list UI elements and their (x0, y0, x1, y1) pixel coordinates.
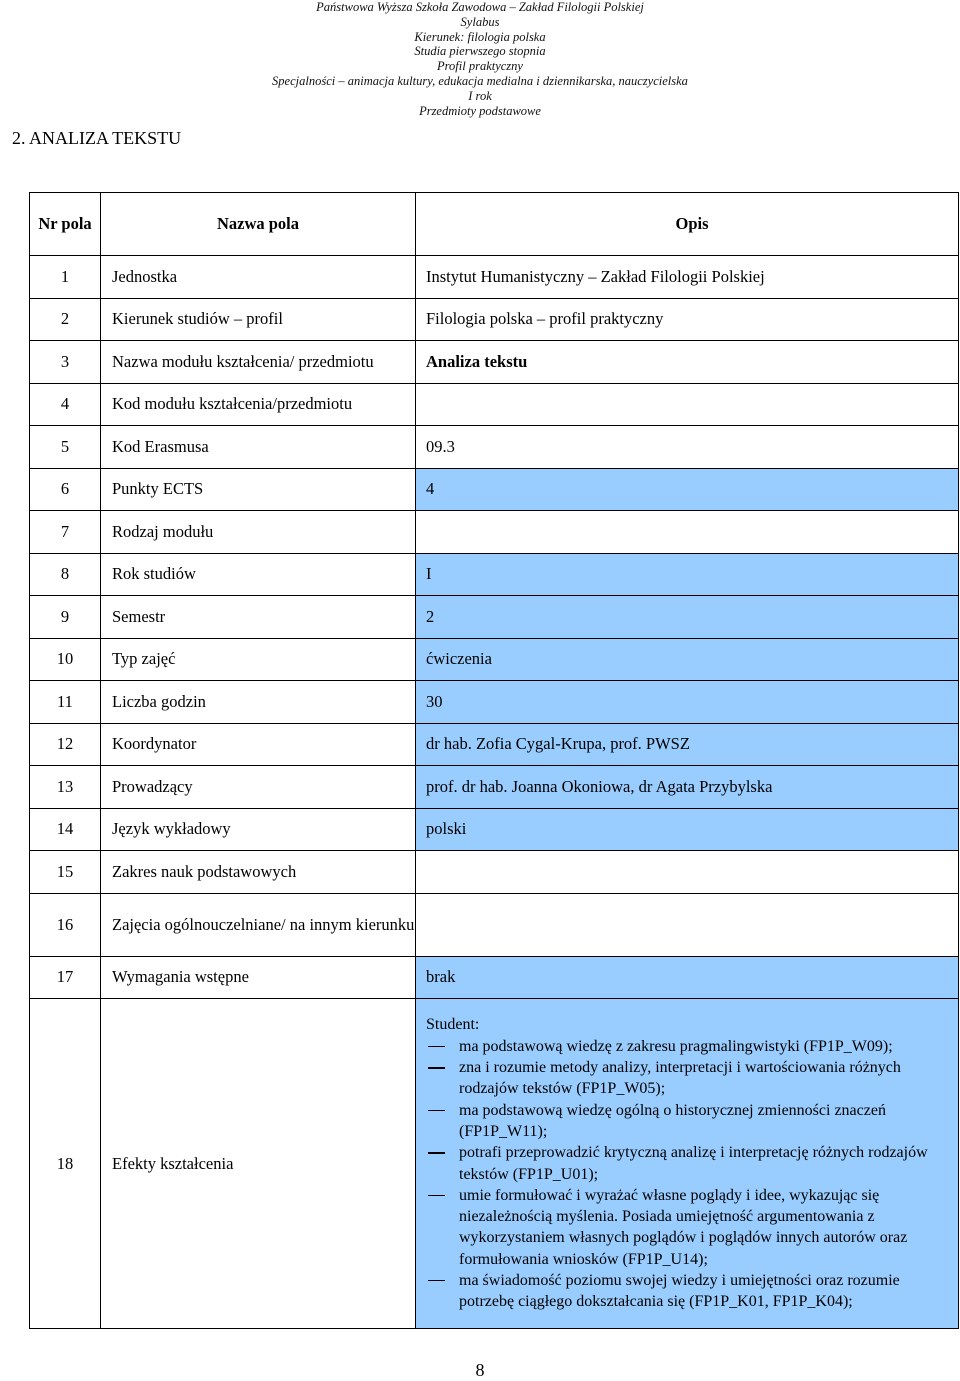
effect-item (426, 1057, 958, 1100)
table-row (30, 298, 959, 341)
table-row (30, 511, 959, 554)
syllabus-table (29, 192, 959, 1329)
row-name: Język wykładowy (101, 808, 416, 851)
row-nr: 13 (30, 766, 101, 809)
table-row (30, 851, 959, 894)
row-nr: 4 (30, 383, 101, 426)
row-nr: 7 (30, 511, 101, 554)
effect-text: zna i rozumie metody analizy, interpretacji i wartościowania różnych rodzajów tekstów (FP1P_W05); (459, 1059, 901, 1098)
row-desc: ćwiczenia (416, 638, 959, 681)
effect-item (426, 1270, 958, 1313)
effects-cell (416, 999, 959, 1329)
effect-text: ma podstawową wiedzę ogólną o historycznej zmienności znaczeń (FP1P_W11); (459, 1101, 886, 1140)
table-row (30, 808, 959, 851)
dash-bullet-icon (428, 1195, 445, 1197)
row-nr: 16 (30, 893, 101, 956)
row-desc (416, 893, 959, 956)
table-row-effects (30, 999, 959, 1329)
dash-bullet-icon (428, 1067, 445, 1069)
header-line: Profil praktyczny (437, 59, 523, 74)
row-desc: 30 (416, 681, 959, 724)
header-name: Nazwa pola (101, 193, 416, 256)
row-name: Jednostka (101, 256, 416, 299)
page-number: 8 (475, 1360, 485, 1380)
table-row (30, 893, 959, 956)
row-desc: 09.3 (416, 426, 959, 469)
row-desc (416, 383, 959, 426)
row-desc: brak (416, 956, 959, 999)
row-nr: 1 (30, 256, 101, 299)
header-line: Specjalności – animacja kultury, edukacja medialna i dziennikarska, nauczycielska (272, 73, 688, 88)
row-name: Nazwa modułu kształcenia/ przedmiotu (101, 341, 416, 384)
row-desc: polski (416, 808, 959, 851)
row-nr: 11 (30, 681, 101, 724)
table-row (30, 426, 959, 469)
table-row (30, 341, 959, 384)
row-nr: 15 (30, 851, 101, 894)
row-name: Zajęcia ogólnouczelniane/ na innym kierunku (101, 893, 416, 956)
row-name: Prowadzący (101, 766, 416, 809)
row-name: Wymagania wstępne (101, 956, 416, 999)
effect-item (426, 1185, 958, 1270)
table-row (30, 553, 959, 596)
document-header (0, 0, 960, 118)
row-name: Rodzaj modułu (101, 511, 416, 554)
header-line: Sylabus (460, 14, 500, 29)
effect-text: umie formułować i wyrażać własne poglądy i idee, wykazując się niezależnością myślenia. Posiada umiejętność argumentowania z wykorzystaniem własnych poglądów i poglądów innych autorów oraz formułowania wniosków (FP1P_U14); (459, 1186, 908, 1268)
row-name: Efekty kształcenia (101, 999, 416, 1329)
row-nr: 3 (30, 341, 101, 384)
row-nr: 6 (30, 468, 101, 511)
row-nr: 17 (30, 956, 101, 999)
row-name: Zakres nauk podstawowych (101, 851, 416, 894)
effect-item (426, 1142, 958, 1185)
row-desc: dr hab. Zofia Cygal-Krupa, prof. PWSZ (416, 723, 959, 766)
table-row (30, 383, 959, 426)
row-name: Koordynator (101, 723, 416, 766)
effects-intro: Student: (426, 1016, 480, 1034)
row-desc: I (416, 553, 959, 596)
table-row (30, 766, 959, 809)
row-name: Kierunek studiów – profil (101, 298, 416, 341)
row-desc: Instytut Humanistyczny – Zakład Filologii Polskiej (416, 256, 959, 299)
row-name: Kod Erasmusa (101, 426, 416, 469)
row-nr: 9 (30, 596, 101, 639)
header-line: Kierunek: filologia polska (414, 29, 546, 44)
effect-item (426, 1036, 958, 1057)
header-nr: Nr pola (30, 193, 101, 256)
header-line: Studia pierwszego stopnia (414, 44, 546, 59)
header-line: Państwowa Wyższa Szkoła Zawodowa – Zakład Filologii Polskiej (316, 0, 644, 14)
row-desc: 2 (416, 596, 959, 639)
row-nr: 14 (30, 808, 101, 851)
table-header-row (30, 193, 959, 256)
effect-text: potrafi przeprowadzić krytyczną analizę i interpretację różnych rodzajów tekstów (FP1P_U01); (459, 1144, 928, 1183)
effect-text: ma świadomość poziomu swojej wiedzy i umiejętności oraz rozumie potrzebę ciągłego dokształcania się (FP1P_K01, FP1P_K04); (459, 1271, 900, 1311)
dash-bullet-icon (428, 1046, 445, 1048)
row-desc (416, 511, 959, 554)
table-row (30, 723, 959, 766)
header-desc: Opis (416, 193, 959, 256)
row-nr: 5 (30, 426, 101, 469)
effect-item (426, 1100, 958, 1143)
section-title: 2. ANALIZA TEKSTU (12, 128, 182, 148)
row-nr: 2 (30, 298, 101, 341)
row-name: Punkty ECTS (101, 468, 416, 511)
table-row (30, 638, 959, 681)
table-row (30, 596, 959, 639)
table-row (30, 468, 959, 511)
row-desc: prof. dr hab. Joanna Okoniowa, dr Agata Przybylska (416, 766, 959, 809)
effects-list (426, 1036, 958, 1313)
effect-text: ma podstawową wiedzę z zakresu pragmalingwistyki (FP1P_W09); (459, 1037, 893, 1055)
row-nr: 10 (30, 638, 101, 681)
dash-bullet-icon (428, 1152, 445, 1154)
row-nr: 12 (30, 723, 101, 766)
row-name: Kod modułu kształcenia/przedmiotu (101, 383, 416, 426)
row-name: Semestr (101, 596, 416, 639)
row-desc: Analiza tekstu (416, 341, 959, 384)
row-desc: 4 (416, 468, 959, 511)
row-desc: Filologia polska – profil praktyczny (416, 298, 959, 341)
dash-bullet-icon (428, 1280, 445, 1282)
table-row (30, 256, 959, 299)
header-line: Przedmioty podstawowe (419, 103, 541, 118)
row-nr: 18 (30, 999, 101, 1329)
header-line: I rok (468, 88, 492, 103)
dash-bullet-icon (428, 1110, 445, 1112)
table-row (30, 681, 959, 724)
row-nr: 8 (30, 553, 101, 596)
row-desc (416, 851, 959, 894)
row-name: Typ zajęć (101, 638, 416, 681)
row-name: Rok studiów (101, 553, 416, 596)
row-name: Liczba godzin (101, 681, 416, 724)
table-row (30, 956, 959, 999)
